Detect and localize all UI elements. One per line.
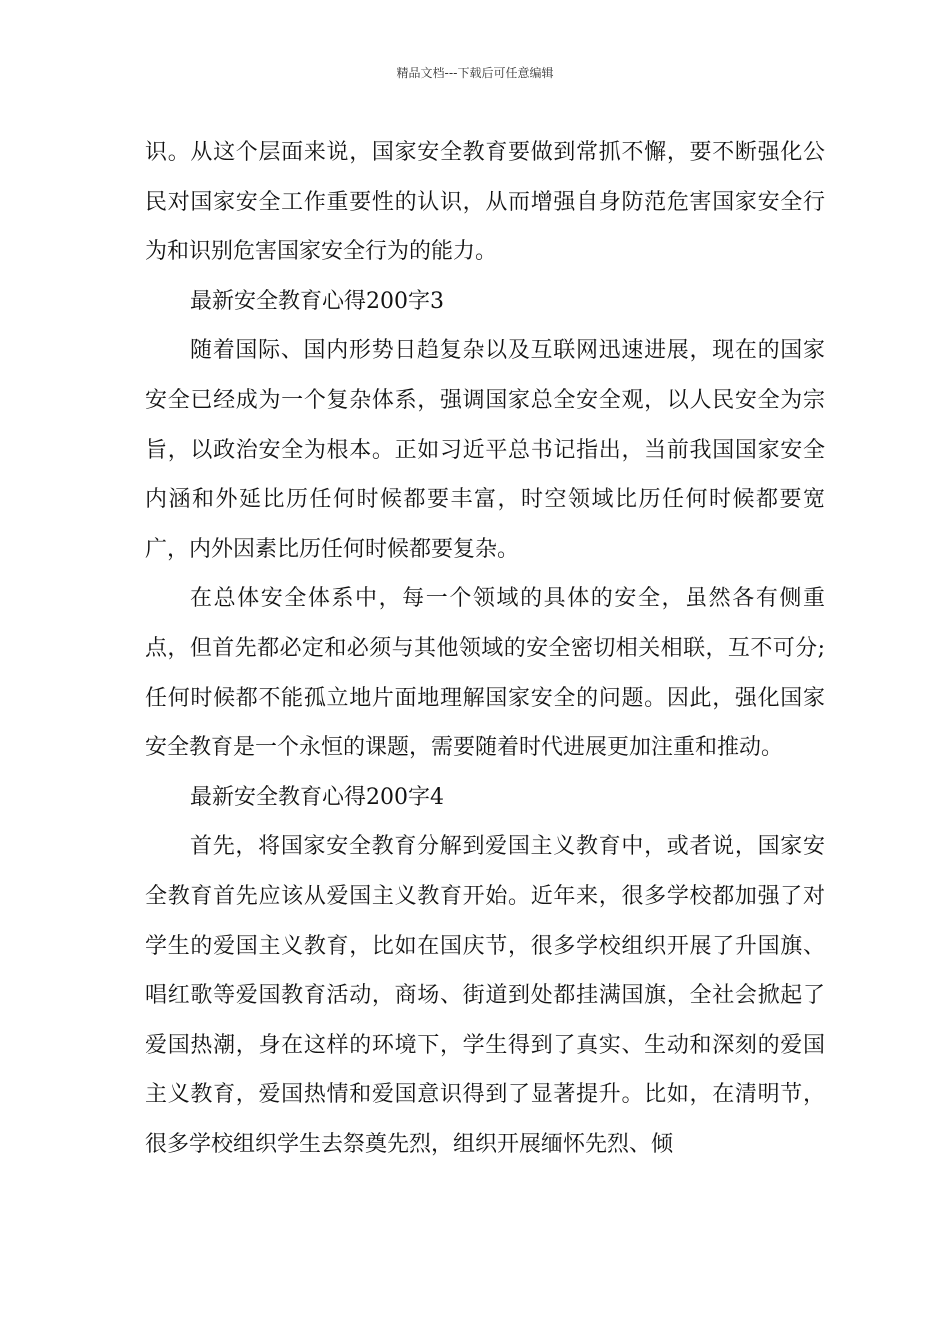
- paragraph-continuation: 识。从这个层面来说，国家安全教育要做到常抓不懈，要不断强化公民对国家安全工作重要性的认识，从而增强自身防范危害国家安全行为和识别危害国家安全行为的能力。: [145, 140, 825, 265]
- section-heading-3: 最新安全教育心得200字3: [190, 288, 444, 314]
- paragraph: 在总体安全体系中，每一个领域的具体的安全，虽然各有侧重点，但首先都必定和必须与其他领域的安全密切相关相联，互不可分;任何时候都不能孤立地片面地理解国家安全的问题。因此，强化国家安全教育是一个永恒的课题，需要随着时代进展更加注重和推动。: [145, 586, 825, 761]
- paragraph: 首先，将国家安全教育分解到爱国主义教育中，或者说，国家安全教育首先应该从爱国主义教育开始。近年来，很多学校都加强了对学生的爱国主义教育，比如在国庆节，很多学校组织开展了升国旗、唱红歌等爱国教育活动，商场、街道到处都挂满国旗，全社会掀起了爱国热潮，身在这样的环境下，学生得到了真实、生动和深刻的爱国主义教育，爱国热情和爱国意识得到了显著提升。比如，在清明节，很多学校组织学生去祭奠先烈，组织开展缅怀先烈、倾: [145, 834, 825, 1157]
- section-heading-4: 最新安全教育心得200字4: [190, 784, 444, 810]
- document-body: [145, 128, 825, 1169]
- page-header: 精品文档---下载后可任意编辑: [396, 66, 554, 80]
- paragraph: 随着国际、国内形势日趋复杂以及互联网迅速进展，现在的国家安全已经成为一个复杂体系，强调国家总全安全观，以人民安全为宗旨，以政治安全为根本。正如习近平总书记指出，当前我国国家安全内涵和外延比历任何时候都要丰富，时空领域比历任何时候都要宽广，内外因素比历任何时候都要复杂。: [145, 338, 825, 562]
